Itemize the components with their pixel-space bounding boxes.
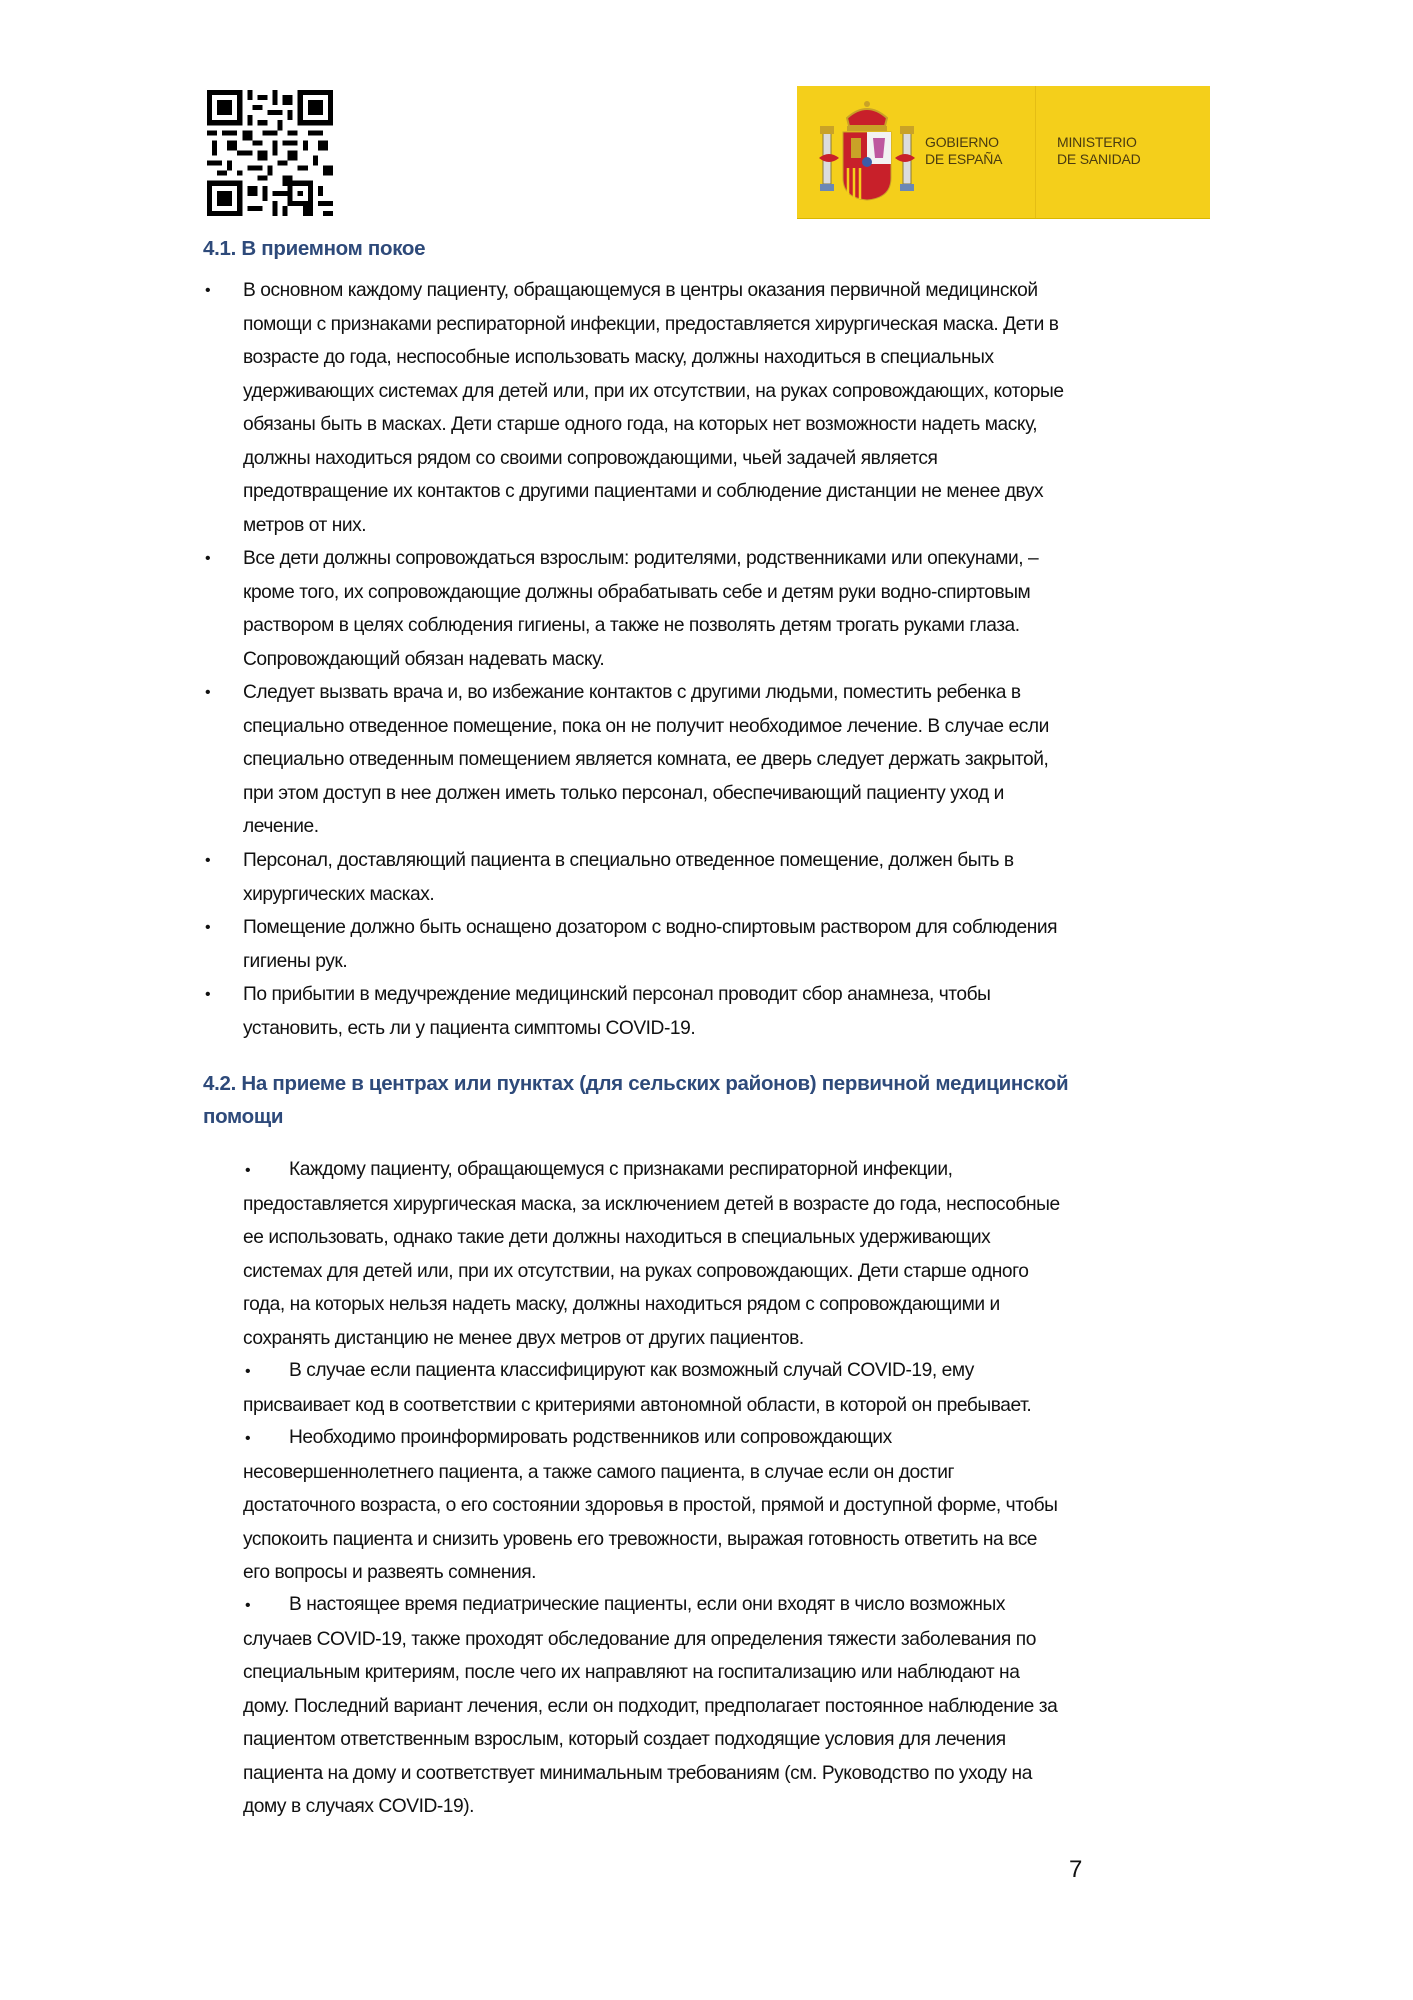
bullet-icon: • xyxy=(205,852,211,869)
text-line: установить, есть ли у пациента симптомы COVID-19. xyxy=(243,1017,696,1039)
text-line: В настоящее время педиатрические пациенты, если они входят в число возможных xyxy=(289,1594,1006,1615)
text-line: Персонал, доставляющий пациента в специально отведенное помещение, должен быть в xyxy=(243,850,1014,871)
list-item xyxy=(205,844,1233,911)
text-line: Все дети должны сопровождаться взрослым: родителями, родственниками или опекунами, – xyxy=(243,548,1039,569)
text-line: помощи с признаками респираторной инфекции, предоставляется хирургическая маска. Дети в xyxy=(243,313,1059,335)
text-line: успокоить пациента и снизить уровень его тревожности, выражая готовность ответить на все xyxy=(243,1528,1038,1550)
list-item xyxy=(205,542,1233,676)
heading-line: 4.2. На приеме в центрах или пунктах (для сельских районов) первичной медицинской xyxy=(203,1072,1069,1095)
list-item xyxy=(205,911,1233,978)
text-line: должны находиться рядом со своими сопровождающими, чьей задачей является xyxy=(243,447,938,469)
qr-code-icon xyxy=(207,90,333,216)
text-line: специальным критериям, после чего их направляют на госпитализацию или наблюдают на xyxy=(243,1662,1020,1683)
text-line: предоставляется хирургическая маска, за исключением детей в возрасте до года, неспособные xyxy=(243,1193,1060,1215)
logo-left-line1: GOBIERNO xyxy=(925,134,999,150)
text-line: дому в случаях COVID-19). xyxy=(243,1796,475,1817)
heading-line: помощи xyxy=(203,1105,284,1128)
section-heading-4-2 xyxy=(203,1067,1068,1133)
text-line: Необходимо проинформировать родственников или сопровождающих xyxy=(289,1427,892,1448)
text-line: В случае если пациента классифицируют как возможный случай COVID-19, ему xyxy=(289,1360,974,1381)
text-line: удерживающих системах для детей или, при их отсутствии, на руках сопровождающих, которые xyxy=(243,380,1064,402)
text-line: ее использовать, однако такие дети должны находиться в специальных удерживающих xyxy=(243,1227,991,1248)
text-line: раствором в целях соблюдения гигиены, а также не позволять детям трогать руками глаза. xyxy=(243,615,1020,636)
list-item xyxy=(243,1153,1233,1355)
bullet-icon: • xyxy=(205,986,211,1003)
text-line: года, на которых нельзя надеть маску, должны находиться рядом с сопровождающими и xyxy=(243,1294,1000,1315)
text-line: его вопросы и развеять сомнения. xyxy=(243,1562,537,1583)
bullet-icon: • xyxy=(245,1597,251,1614)
bullet-icon: • xyxy=(245,1363,251,1380)
text-line: системах для детей или, при их отсутствии, на руках сопровождающих. Дети старше одного xyxy=(243,1260,1029,1282)
gobierno-text xyxy=(925,134,1002,168)
bullet-icon: • xyxy=(205,919,211,936)
text-line: Каждому пациенту, обращающемуся с признаками респираторной инфекции, xyxy=(289,1159,953,1180)
logo-right-line1: MINISTERIO xyxy=(1057,134,1137,150)
text-line: Сопровождающий обязан надевать маску. xyxy=(243,648,605,670)
text-line: случаев COVID-19, также проходят обследование для определения тяжести заболевания по xyxy=(243,1628,1036,1650)
text-line: По прибытии в медучреждение медицинский персонал проводит сбор анамнеза, чтобы xyxy=(243,984,991,1005)
text-line: обязаны быть в масках. Дети старше одного года, на которых нет возможности надеть маску, xyxy=(243,414,1038,435)
section-heading-4-1: 4.1. В приемном покое xyxy=(203,237,426,260)
text-line: хирургических масках. xyxy=(243,883,435,905)
text-line: Следует вызвать врача и, во избежание контактов с другими людьми, поместить ребенка в xyxy=(243,682,1021,703)
text-line: сохранять дистанцию не менее двух метров от других пациентов. xyxy=(243,1327,804,1349)
logo-divider xyxy=(1035,86,1036,218)
text-line: В основном каждому пациенту, обращающемуся в центры оказания первичной медицинской xyxy=(243,280,1038,301)
list-item xyxy=(205,274,1233,542)
text-line: специально отведенное помещение, пока он не получит необходимое лечение. В случае если xyxy=(243,715,1049,737)
text-line: возрасте до года, неспособные использовать маску, должны находиться в специальных xyxy=(243,347,994,368)
text-line: пациента на дому и соответствует минимальным требованиям (см. Руководство по уходу на xyxy=(243,1762,1032,1784)
list-item xyxy=(243,1588,1233,1824)
list-item xyxy=(205,676,1233,844)
list-item xyxy=(243,1354,1233,1422)
text-line: предотвращение их контактов с другими пациентами и соблюдение дистанции не менее двух xyxy=(243,481,1044,502)
logo-right-line2: DE SANIDAD xyxy=(1057,151,1141,167)
bullet-icon: • xyxy=(245,1162,251,1179)
text-line: метров от них. xyxy=(243,514,367,536)
text-line: лечение. xyxy=(243,816,319,837)
bullet-icon: • xyxy=(245,1430,251,1447)
text-line: Помещение должно быть оснащено дозатором с водно-спиртовым раствором для соблюдения xyxy=(243,917,1058,938)
text-line: несовершеннолетнего пациента, а также самого пациента, в случае если он достиг xyxy=(243,1461,955,1483)
gobierno-ministerio-logo xyxy=(797,86,1210,219)
bullet-icon: • xyxy=(205,684,211,701)
ministerio-text xyxy=(1057,134,1141,168)
page-number: 7 xyxy=(1069,1856,1083,1883)
text-line: специально отведенным помещением является комната, ее дверь следует держать закрытой, xyxy=(243,749,1049,770)
text-line: кроме того, их сопровождающие должны обрабатывать себе и детям руки водно-спиртовым xyxy=(243,581,1031,603)
text-line: достаточного возраста, о его состоянии здоровья в простой, прямой и доступной форме, чтобы xyxy=(243,1495,1058,1516)
bullet-icon: • xyxy=(205,550,211,567)
logo-left-line2: DE ESPAÑA xyxy=(925,151,1003,167)
coat-of-arms-icon xyxy=(817,98,917,206)
text-line: пациентом ответственным взрослым, который создает подходящие условия для лечения xyxy=(243,1729,1006,1750)
text-line: при этом доступ в нее должен иметь только персонал, обеспечивающий пациенту уход и xyxy=(243,782,1004,804)
list-item xyxy=(243,1421,1233,1590)
text-line: гигиены рук. xyxy=(243,950,348,972)
list-item xyxy=(205,978,1233,1045)
bullet-icon: • xyxy=(205,282,211,299)
text-line: дому. Последний вариант лечения, если он подходит, предполагает постоянное наблюдение за xyxy=(243,1695,1058,1717)
text-line: присваивает код в соответствии с критериями автономной области, в которой он пребывает. xyxy=(243,1394,1032,1416)
